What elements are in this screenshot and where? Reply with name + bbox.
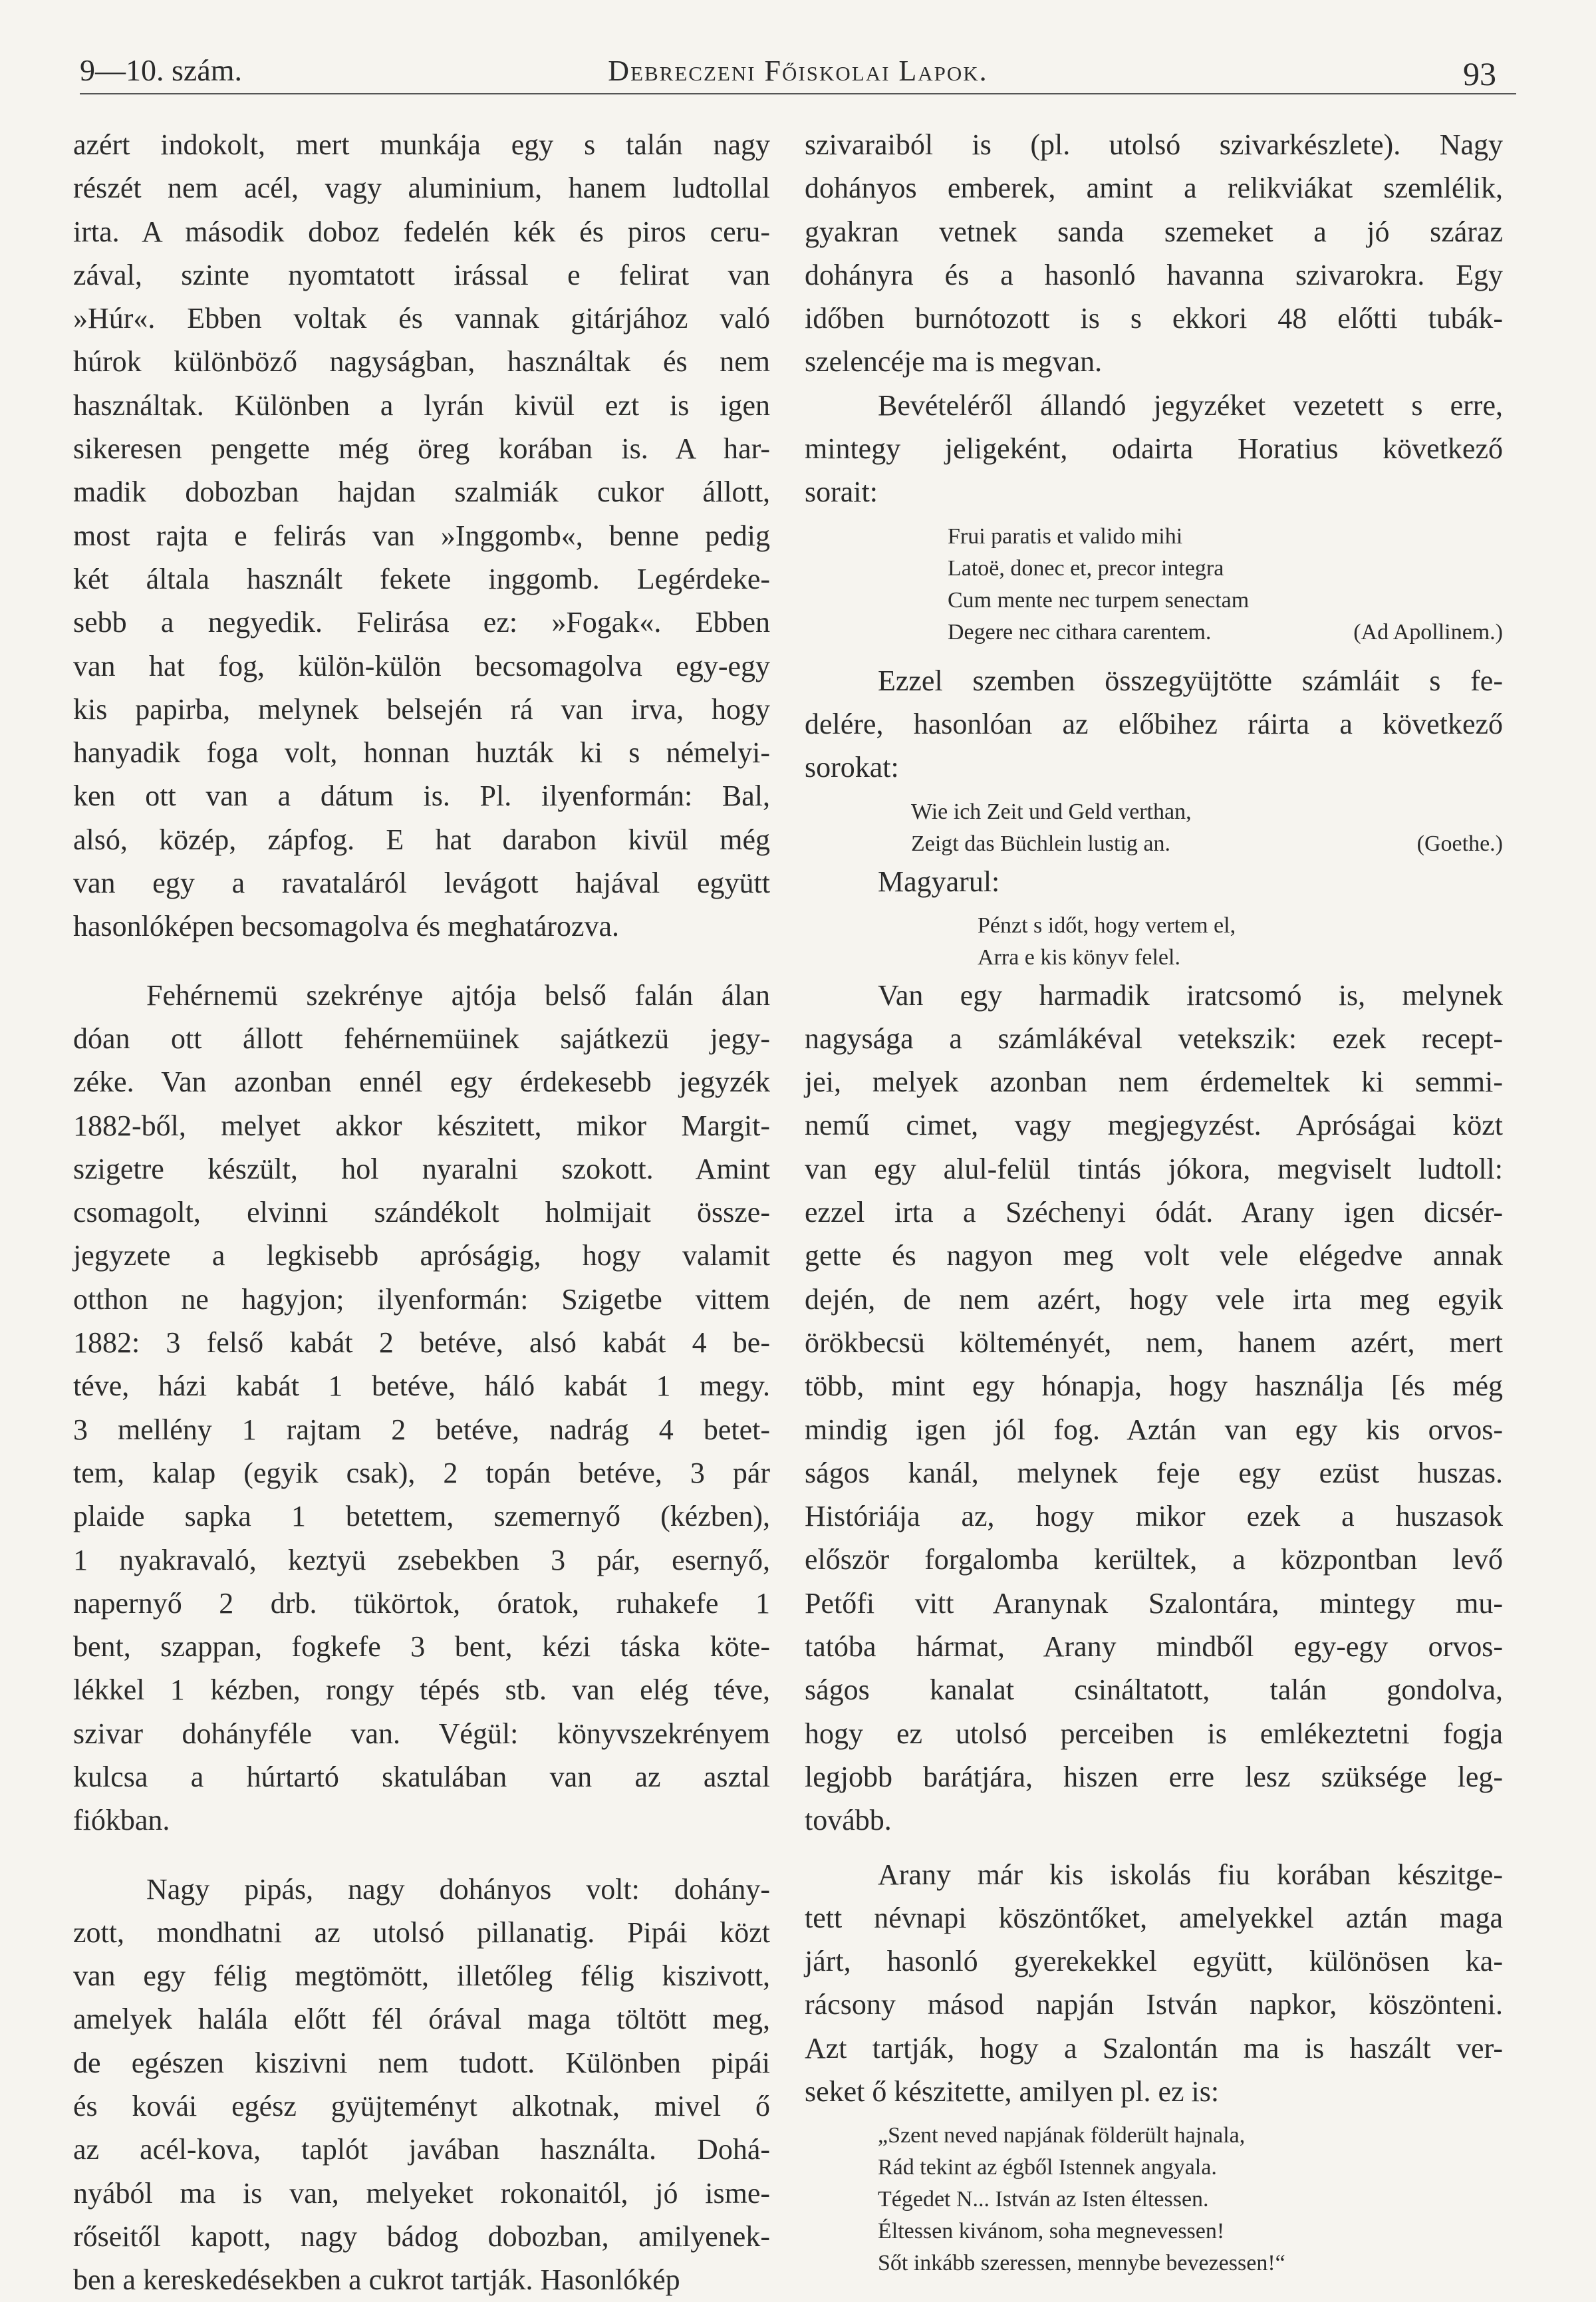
text-line: ben a kereskedésekben a cukrot tartják. Hasonlókép bbox=[73, 2263, 680, 2297]
text-line: szigetre készült, hol nyaralni szokott. Amint bbox=[73, 1152, 770, 1185]
text-line: Petőfi vitt Aranynak Szalontára, mintegy mu- bbox=[805, 1586, 1503, 1620]
text-line: mindig igen jól fog. Aztán van egy kis orvos- bbox=[805, 1413, 1503, 1446]
verse-line bbox=[878, 2120, 1503, 2152]
verse-line bbox=[878, 2247, 1503, 2279]
paragraph-gap bbox=[73, 1842, 770, 1868]
text-line: Azt tartják, hogy a Szalontán ma is haszált ver- bbox=[805, 2031, 1503, 2065]
text-line: Históriája az, hogy mikor ezek a huszasok bbox=[805, 1500, 1503, 1533]
issue-number: 9—10. szám. bbox=[80, 53, 243, 87]
text-line: téve, házi kabát 1 betéve, háló kabát 1 megy. bbox=[73, 1369, 770, 1403]
verse-line bbox=[911, 828, 1503, 860]
text-line: plaide sapka 1 betettem, szemernyő (kézben), bbox=[73, 1500, 770, 1533]
verse-block bbox=[948, 521, 1503, 648]
text-line: Van egy harmadik iratcsomó is, melynek bbox=[878, 978, 1503, 1012]
text-line: zott, mondhatni az utolsó pillanatig. Pipái közt bbox=[73, 1916, 770, 1949]
text-line: 1 nyakravaló, keztyü zsebekben 3 pár, esernyő, bbox=[73, 1543, 770, 1576]
text-line: hasonlóképen becsomagolva és meghatározva. bbox=[73, 910, 620, 943]
paragraph-gap bbox=[805, 648, 1503, 659]
text-line: tem, kalap (egyik csak), 2 topán betéve, 3 pár bbox=[73, 1456, 770, 1489]
verse-text: Degere nec cithara carentem. bbox=[948, 619, 1212, 645]
verse-text: Pénzt s időt, hogy vertem el, bbox=[978, 913, 1236, 938]
text-line: mintegy jeligeként, odairta Horatius következő bbox=[805, 432, 1503, 466]
text-line: jegyzete a legkisebb apróságig, hogy valamit bbox=[73, 1239, 770, 1272]
text-line: most rajta e felirás van »Inggomb«, benne pedig bbox=[73, 519, 770, 552]
text-line: bent, szappan, fogkefe 3 bent, kézi táska köte- bbox=[73, 1630, 770, 1663]
journal-title: Debreczeni Főiskolai Lapok. bbox=[608, 55, 988, 87]
text-line: rőseitől kapott, nagy bádog dobozban, amilyenek- bbox=[73, 2220, 770, 2253]
text-line: kulcsa a húrtartó skatulában van az asztal bbox=[73, 1760, 770, 1793]
text-line: részét nem acél, vagy aluminium, hanem ludtollal bbox=[73, 172, 770, 205]
text-line: időben burnótozott is s ekkori 48 előtti tubák- bbox=[805, 302, 1503, 335]
verse-text: Frui paratis et valido mihi bbox=[948, 523, 1183, 549]
text-line: használtak. Különben a lyrán kivül ezt is igen bbox=[73, 388, 770, 422]
running-header bbox=[80, 47, 1516, 94]
verse-line bbox=[911, 796, 1503, 828]
text-line: rácsony másod napján István napkor, köszönteni. bbox=[805, 1988, 1503, 2021]
paragraph-gap bbox=[73, 948, 770, 974]
text-line: lékkel 1 kézben, rongy tépés stb. van elég téve, bbox=[73, 1673, 770, 1707]
text-line: legjobb barátjára, hiszen erre lesz szüksége leg- bbox=[805, 1760, 1503, 1793]
text-line: tatóba hármat, Arany mindből egy-egy orvos- bbox=[805, 1630, 1503, 1663]
verse-block bbox=[911, 796, 1503, 860]
text-line: tovább. bbox=[805, 1804, 892, 1837]
verse-text: Tégedet N... István az Isten éltessen. bbox=[878, 2187, 1209, 2212]
text-line: sorokat: bbox=[805, 751, 899, 784]
verse-block bbox=[978, 910, 1503, 974]
verse-line bbox=[878, 2152, 1503, 2184]
text-line: húrok különböző nagyságban, használtak és nem bbox=[73, 345, 770, 378]
text-line: szelencéje ma is megvan. bbox=[805, 345, 1103, 378]
text-line: van hat fog, külön-külön becsomagolva egy-egy bbox=[73, 649, 770, 682]
verse-attribution: (Ad Apollinem.) bbox=[1353, 619, 1503, 645]
text-line: Fehérnemü szekrénye ajtója belső falán álan bbox=[146, 978, 770, 1012]
verse-text: Rád tekint az égből Istennek angyala. bbox=[878, 2155, 1217, 2180]
text-line: otthon ne hagyjon; ilyenformán: Szigetbe vittem bbox=[73, 1282, 770, 1316]
text-line: több, mint egy hónapja, hogy használja [és még bbox=[805, 1369, 1503, 1403]
text-line: jei, melyek azonban nem érdemeltek ki semmi- bbox=[805, 1066, 1503, 1099]
verse-line bbox=[948, 617, 1503, 648]
text-line: van egy alul-felül tintás jókora, megviselt ludtoll: bbox=[805, 1152, 1503, 1185]
text-line: ezzel irta a Széchenyi ódát. Arany igen dicsér- bbox=[805, 1196, 1503, 1229]
verse-text: Arra e kis könyv felel. bbox=[978, 944, 1180, 970]
text-line: örökbecsü költeményét, nem, hanem azért, mert bbox=[805, 1326, 1503, 1359]
text-line: szivar dohányféle van. Végül: könyvszekrényem bbox=[73, 1717, 770, 1750]
verse-text: Éltessen kivánom, soha megnevessen! bbox=[878, 2219, 1225, 2244]
text-line: nemű cimet, vagy megjegyzést. Apróságai közt bbox=[805, 1109, 1503, 1142]
verse-text: Cum mente nec turpem senectam bbox=[948, 587, 1250, 613]
verse-text: Zeigt das Büchlein lustig an. bbox=[911, 831, 1170, 856]
verse-line bbox=[948, 585, 1503, 617]
text-line: dején, de nem azért, hogy vele irta meg egyik bbox=[805, 1282, 1503, 1316]
text-line: ságos kanalat csináltatott, talán gondolva, bbox=[805, 1673, 1503, 1707]
text-line: nyából ma is van, melyeket rokonaitól, jó isme- bbox=[73, 2176, 770, 2210]
verse-attribution: (Goethe.) bbox=[1416, 831, 1503, 856]
text-line: Ezzel szemben összegyüjtötte számláit s fe- bbox=[878, 664, 1503, 697]
text-line: szivaraiból is (pl. utolsó szivarkészlete). Nagy bbox=[805, 128, 1503, 161]
text-line: de egészen kiszivni nem tudott. Különben pipái bbox=[73, 2046, 770, 2079]
text-line: Nagy pipás, nagy dohányos volt: dohány- bbox=[146, 1872, 770, 1906]
page-number: 93 bbox=[1463, 55, 1496, 92]
text-line: dohányra és a hasonló havanna szivarokra. Egy bbox=[805, 258, 1503, 291]
verse-text: Wie ich Zeit und Geld verthan, bbox=[911, 799, 1192, 824]
text-line: két általa használt fekete inggomb. Legérdeke- bbox=[73, 562, 770, 595]
text-line: madik dobozban hajdan szalmiák cukor állott, bbox=[73, 476, 770, 509]
text-line: ságos kanál, melynek feje egy ezüst huszas. bbox=[805, 1456, 1503, 1489]
verse-line bbox=[878, 2184, 1503, 2216]
text-line: kis papirba, melynek belsején rá van irva, hogy bbox=[73, 692, 770, 726]
text-line: gette és nagyon meg volt vele elégedve annak bbox=[805, 1239, 1503, 1272]
text-line: sorait: bbox=[805, 476, 878, 509]
text-line: nagysága a számlákéval vetekszik: ezek recept- bbox=[805, 1022, 1503, 1055]
text-line: azért indokolt, mert munkája egy s talán nagy bbox=[73, 128, 770, 161]
right-column bbox=[805, 123, 1503, 2279]
verse-line bbox=[978, 942, 1503, 974]
text-line: az acél-kova, taplót javában használta. Dohá- bbox=[73, 2133, 770, 2166]
text-line: Magyarul: bbox=[878, 865, 1000, 898]
text-line: és kovái egész gyüjteményt alkotnak, mivel ő bbox=[73, 2090, 770, 2123]
text-line: seket ő készitette, amilyen pl. ez is: bbox=[805, 2075, 1220, 2108]
text-line: csomagolt, elvinni szándékolt holmijait össze- bbox=[73, 1196, 770, 1229]
verse-text: „Szent neved napjának földerült hajnala, bbox=[878, 2123, 1246, 2148]
text-line: amelyek halála előtt fél órával maga töltött meg, bbox=[73, 2003, 770, 2036]
text-line: 1882-ből, melyet akkor készitett, mikor Margit- bbox=[73, 1109, 770, 1142]
text-line: 1882: 3 felső kabát 2 betéve, alsó kabát 4 be- bbox=[73, 1326, 770, 1360]
text-line: hogy ez utolsó perceiben is emlékeztetni fogja bbox=[805, 1717, 1503, 1750]
verse-line bbox=[948, 521, 1503, 553]
text-line: napernyő 2 drb. tükörtok, óratok, ruhakefe 1 bbox=[73, 1586, 770, 1620]
text-line: járt, hasonló gyerekekkel együtt, különösen ka- bbox=[805, 1945, 1503, 1978]
verse-line bbox=[948, 553, 1503, 585]
text-line: dóan ott állott fehérnemüinek sajátkezü jegy- bbox=[73, 1022, 770, 1055]
text-line: fiókban. bbox=[73, 1804, 170, 1837]
text-line: sikeresen pengette még öreg korában is. A har- bbox=[73, 432, 770, 466]
left-column bbox=[73, 123, 770, 2302]
verse-line bbox=[878, 2216, 1503, 2247]
verse-line bbox=[978, 910, 1503, 942]
text-line: hanyadik foga volt, honnan huzták ki s némelyi- bbox=[73, 736, 770, 770]
text-line: »Húr«. Ebben voltak és vannak gitárjához való bbox=[73, 302, 770, 335]
text-line: delére, hasonlóan az előbihez ráirta a következő bbox=[805, 707, 1503, 740]
text-line: zával, szinte nyomtatott irással e felirat van bbox=[73, 258, 770, 291]
text-line: tett névnapi köszöntőket, amelyekkel aztán maga bbox=[805, 1901, 1503, 1934]
text-line: Arany már kis iskolás fiu korában készitge- bbox=[878, 1858, 1503, 1891]
verse-text: Sőt inkább szeressen, mennybe bevezessen!“ bbox=[878, 2251, 1285, 2276]
text-line: sebb a negyedik. Felirása ez: »Fogak«. Ebben bbox=[73, 606, 770, 639]
text-line: gyakran vetnek sanda szemeket a jó száraz bbox=[805, 215, 1503, 248]
text-line: dohányos emberek, amint a relikviákat szemlélik, bbox=[805, 172, 1503, 205]
verse-block bbox=[878, 2120, 1503, 2279]
text-line: ken ott van a dátum is. Pl. ilyenformán: Bal, bbox=[73, 780, 770, 813]
text-line: 3 mellény 1 rajtam 2 betéve, nadrág 4 betet- bbox=[73, 1413, 770, 1446]
paragraph-gap bbox=[805, 1842, 1503, 1853]
text-line: zéke. Van azonban ennél egy érdekesebb jegyzék bbox=[73, 1066, 770, 1099]
verse-text: Latoë, donec et, precor integra bbox=[948, 555, 1224, 581]
text-line: Bevételéről állandó jegyzéket vezetett s erre, bbox=[878, 388, 1503, 422]
text-line: van egy a ravataláról levágott hajával együtt bbox=[73, 867, 770, 900]
text-line: van egy félig megtömött, illetőleg félig kiszivott, bbox=[73, 1959, 770, 1993]
text-line: alsó, közép, zápfog. E hat darabon kivül még bbox=[73, 823, 770, 856]
text-line: először forgalomba kerültek, a központban levő bbox=[805, 1543, 1503, 1576]
text-line: irta. A második doboz fedelén kék és piros ceru- bbox=[73, 215, 770, 248]
